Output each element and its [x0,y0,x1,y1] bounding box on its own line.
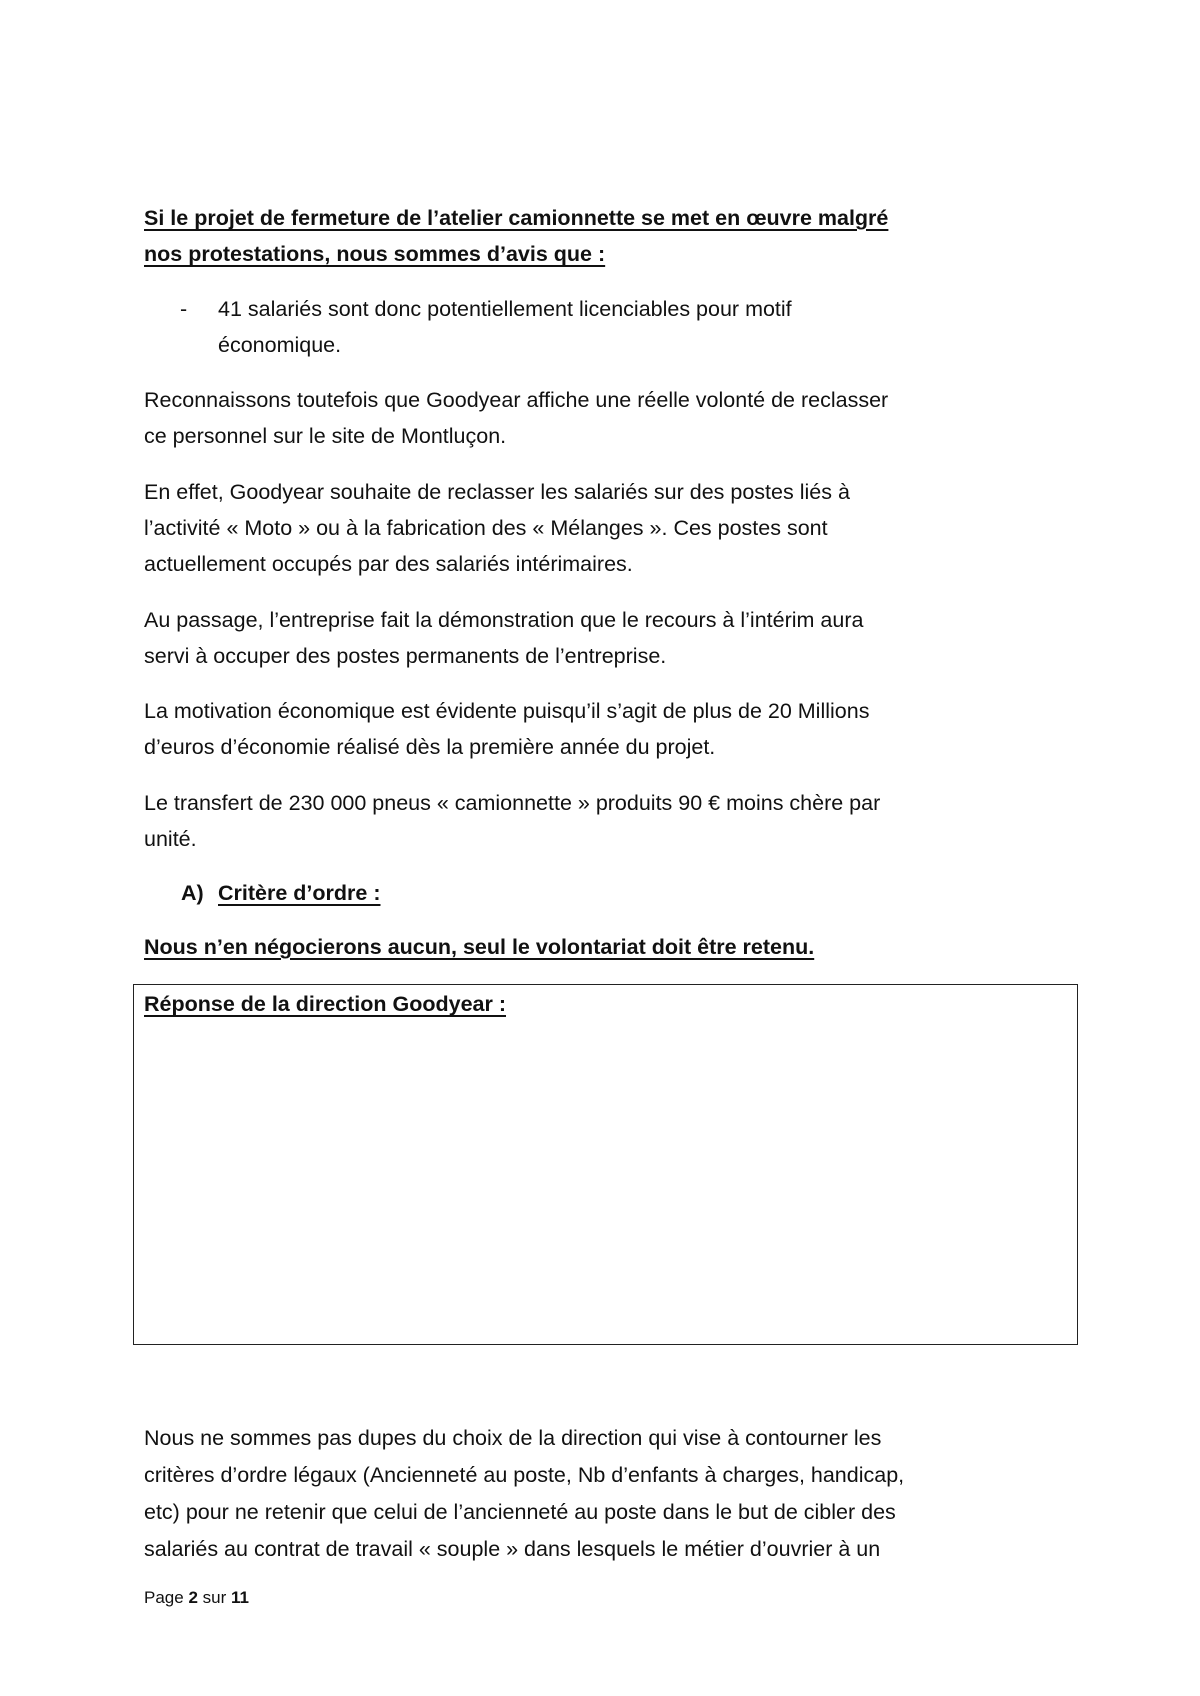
paragraph-line: Au passage, l’entreprise fait la démonstration que le recours à l’intérim aura [144,608,864,632]
section-marker: A) [181,881,204,905]
paragraph-line: La motivation économique est évidente puisqu’il s’agit de plus de 20 Millions [144,699,870,723]
paragraph-line: unité. [144,827,197,851]
paragraph-line: En effet, Goodyear souhaite de reclasser les salariés sur des postes liés à [144,480,850,504]
paragraph-line: Reconnaissons toutefois que Goodyear affiche une réelle volonté de reclasser [144,388,889,412]
response-label: Réponse de la direction Goodyear : [144,992,506,1016]
statement: Nous n’en négocierons aucun, seul le volontariat doit être retenu. [144,935,815,959]
paragraph-line: ce personnel sur le site de Montluçon. [144,424,507,448]
page-word: Page [144,1588,184,1607]
paragraph-line: etc) pour ne retenir que celui de l’ancienneté au poste dans le but de cibler des [144,1500,896,1524]
heading-line: nos protestations, nous sommes d’avis que : [144,242,606,266]
page-total: 11 [231,1588,249,1607]
paragraph-line: l’activité « Moto » ou à la fabrication des « Mélanges ». Ces postes sont [144,516,828,540]
page-footer [144,1588,249,1608]
paragraph-line: Le transfert de 230 000 pneus « camionnette » produits 90 € moins chère par [144,791,881,815]
paragraph-line: d’euros d’économie réalisé dès la première année du projet. [144,735,716,759]
paragraph-line: Nous ne sommes pas dupes du choix de la direction qui vise à contourner les [144,1426,882,1450]
paragraph-line: critères d’ordre légaux (Ancienneté au poste, Nb d’enfants à charges, handicap, [144,1463,905,1487]
heading-line: Si le projet de fermeture de l’atelier camionnette se met en œuvre malgré [144,206,889,230]
section-title: Critère d’ordre : [218,881,381,905]
paragraph-line: salariés au contrat de travail « souple » dans lesquels le métier d’ouvrier à un [144,1537,881,1561]
sur-word: sur [202,1588,227,1607]
bullet-text: 41 salariés sont donc potentiellement licenciables pour motif [218,297,792,321]
paragraph-line: actuellement occupés par des salariés intérimaires. [144,552,633,576]
paragraph-line: servi à occuper des postes permanents de l’entreprise. [144,644,667,668]
bullet-dash: - [180,297,188,321]
page-number: 2 [188,1588,198,1607]
response-box[interactable] [133,984,1078,1345]
bullet-text: économique. [218,333,342,357]
